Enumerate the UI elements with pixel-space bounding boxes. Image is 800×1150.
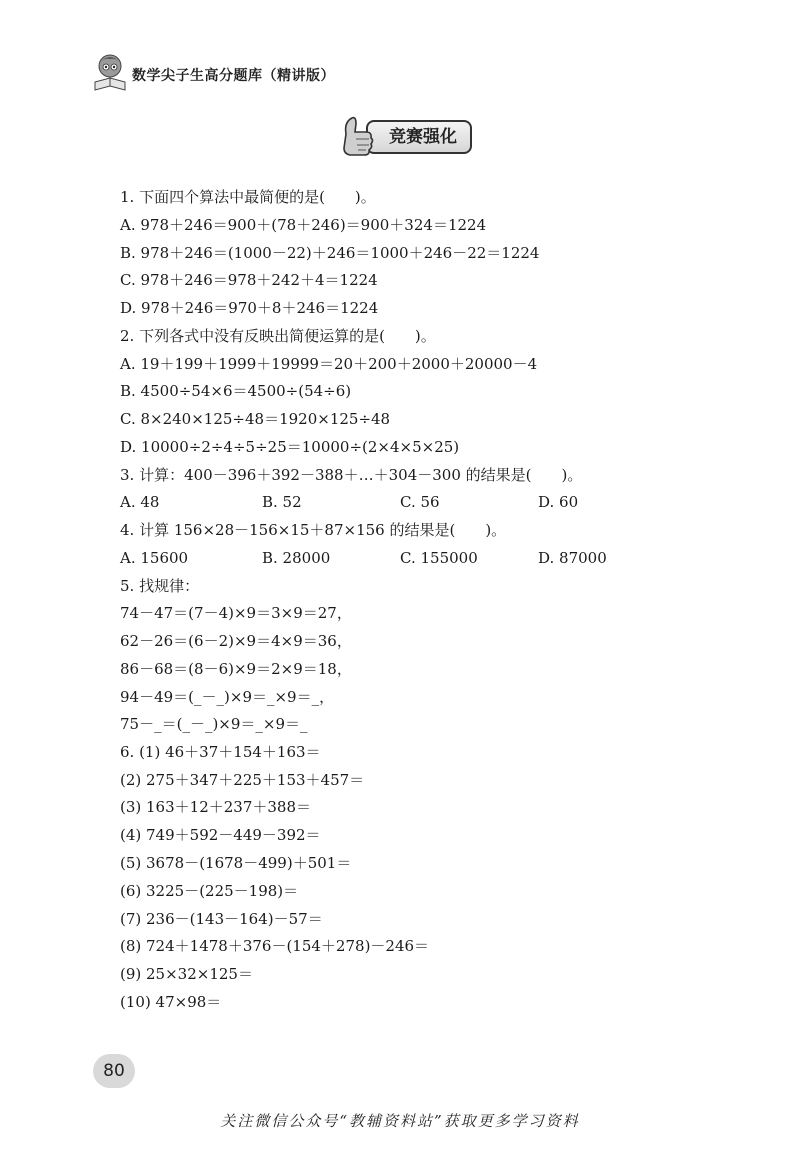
q1-option-d: D. 978＋246＝970＋8＋246＝1224 bbox=[120, 299, 379, 317]
q1-option-a: A. 978＋246＝900＋(78＋246)＝900＋324＝1224 bbox=[120, 216, 487, 234]
q6-item: (8) 724＋1478＋376－(154＋278)－246＝ bbox=[120, 937, 430, 955]
q4-option-d: D. 87000 bbox=[538, 549, 607, 567]
mascot-reading-icon bbox=[92, 52, 128, 92]
page-number: 80 bbox=[93, 1054, 135, 1088]
q2-option-b: B. 4500÷54×6＝4500÷(54÷6) bbox=[120, 382, 352, 400]
footer-note: 关注微信公众号“教辅资料站”获取更多学习资料 bbox=[220, 1112, 580, 1130]
book-title: 数学尖子生高分题库（精讲版） bbox=[132, 68, 335, 84]
q5-blank-line: 75－_＝(_－_)×9＝_×9＝_ bbox=[120, 715, 308, 733]
q1-option-b: B. 978＋246＝(1000－22)＋246＝1000＋246－22＝1224 bbox=[120, 244, 540, 262]
q4-option-b: B. 28000 bbox=[262, 549, 331, 567]
q5-blank-line: 94－49＝(_－_)×9＝_×9＝_， bbox=[120, 688, 335, 706]
q6-item: (7) 236－(143－164)－57＝ bbox=[120, 910, 323, 928]
q5-pattern-line: 74－47＝(7－4)×9＝3×9＝27， bbox=[120, 604, 352, 622]
q2-option-a: A. 19＋199＋1999＋19999＝20＋200＋2000＋20000－4 bbox=[120, 355, 538, 373]
q3-stem: 3. 计算：400－396＋392－388＋…＋304－300 的结果是( )。 bbox=[120, 466, 583, 484]
q4-stem: 4. 计算 156×28－156×15＋87×156 的结果是( )。 bbox=[120, 521, 507, 539]
q5-pattern-line: 62－26＝(6－2)×9＝4×9＝36， bbox=[120, 632, 352, 650]
q6-item: (9) 25×32×125＝ bbox=[120, 965, 253, 983]
q2-option-d: D. 10000÷2÷4÷5÷25＝10000÷(2×4×5×25) bbox=[120, 438, 460, 456]
q6-item: (2) 275＋347＋225＋153＋457＝ bbox=[120, 771, 365, 789]
q6-item: 6. (1) 46＋37＋154＋163＝ bbox=[120, 743, 321, 761]
q1-option-c: C. 978＋246＝978＋242＋4＝1224 bbox=[120, 271, 378, 289]
section-banner bbox=[336, 112, 476, 162]
thumbs-up-icon bbox=[336, 112, 378, 162]
q2-option-c: C. 8×240×125÷48＝1920×125÷48 bbox=[120, 410, 391, 428]
q5-pattern-line: 86－68＝(8－6)×9＝2×9＝18， bbox=[120, 660, 352, 678]
q4-option-c: C. 155000 bbox=[400, 549, 478, 567]
q6-item: (4) 749＋592－449－392＝ bbox=[120, 826, 321, 844]
q6-item: (6) 3225－(225－198)＝ bbox=[120, 882, 299, 900]
section-title: 竞赛强化 bbox=[366, 120, 472, 154]
q3-option-b: B. 52 bbox=[262, 493, 302, 511]
q3-option-c: C. 56 bbox=[400, 493, 440, 511]
q4-option-a: A. 15600 bbox=[120, 549, 189, 567]
q3-option-a: A. 48 bbox=[120, 493, 160, 511]
q6-item: (3) 163＋12＋237＋388＝ bbox=[120, 798, 311, 816]
q3-option-d: D. 60 bbox=[538, 493, 579, 511]
q2-stem: 2. 下列各式中没有反映出简便运算的是( )。 bbox=[120, 327, 436, 345]
q1-stem: 1. 下面四个算法中最简便的是( )。 bbox=[120, 188, 376, 206]
q5-stem: 5. 找规律： bbox=[120, 577, 200, 595]
q6-item: (5) 3678－(1678－499)＋501＝ bbox=[120, 854, 352, 872]
q6-item: (10) 47×98＝ bbox=[120, 993, 222, 1011]
book-header bbox=[92, 52, 422, 96]
